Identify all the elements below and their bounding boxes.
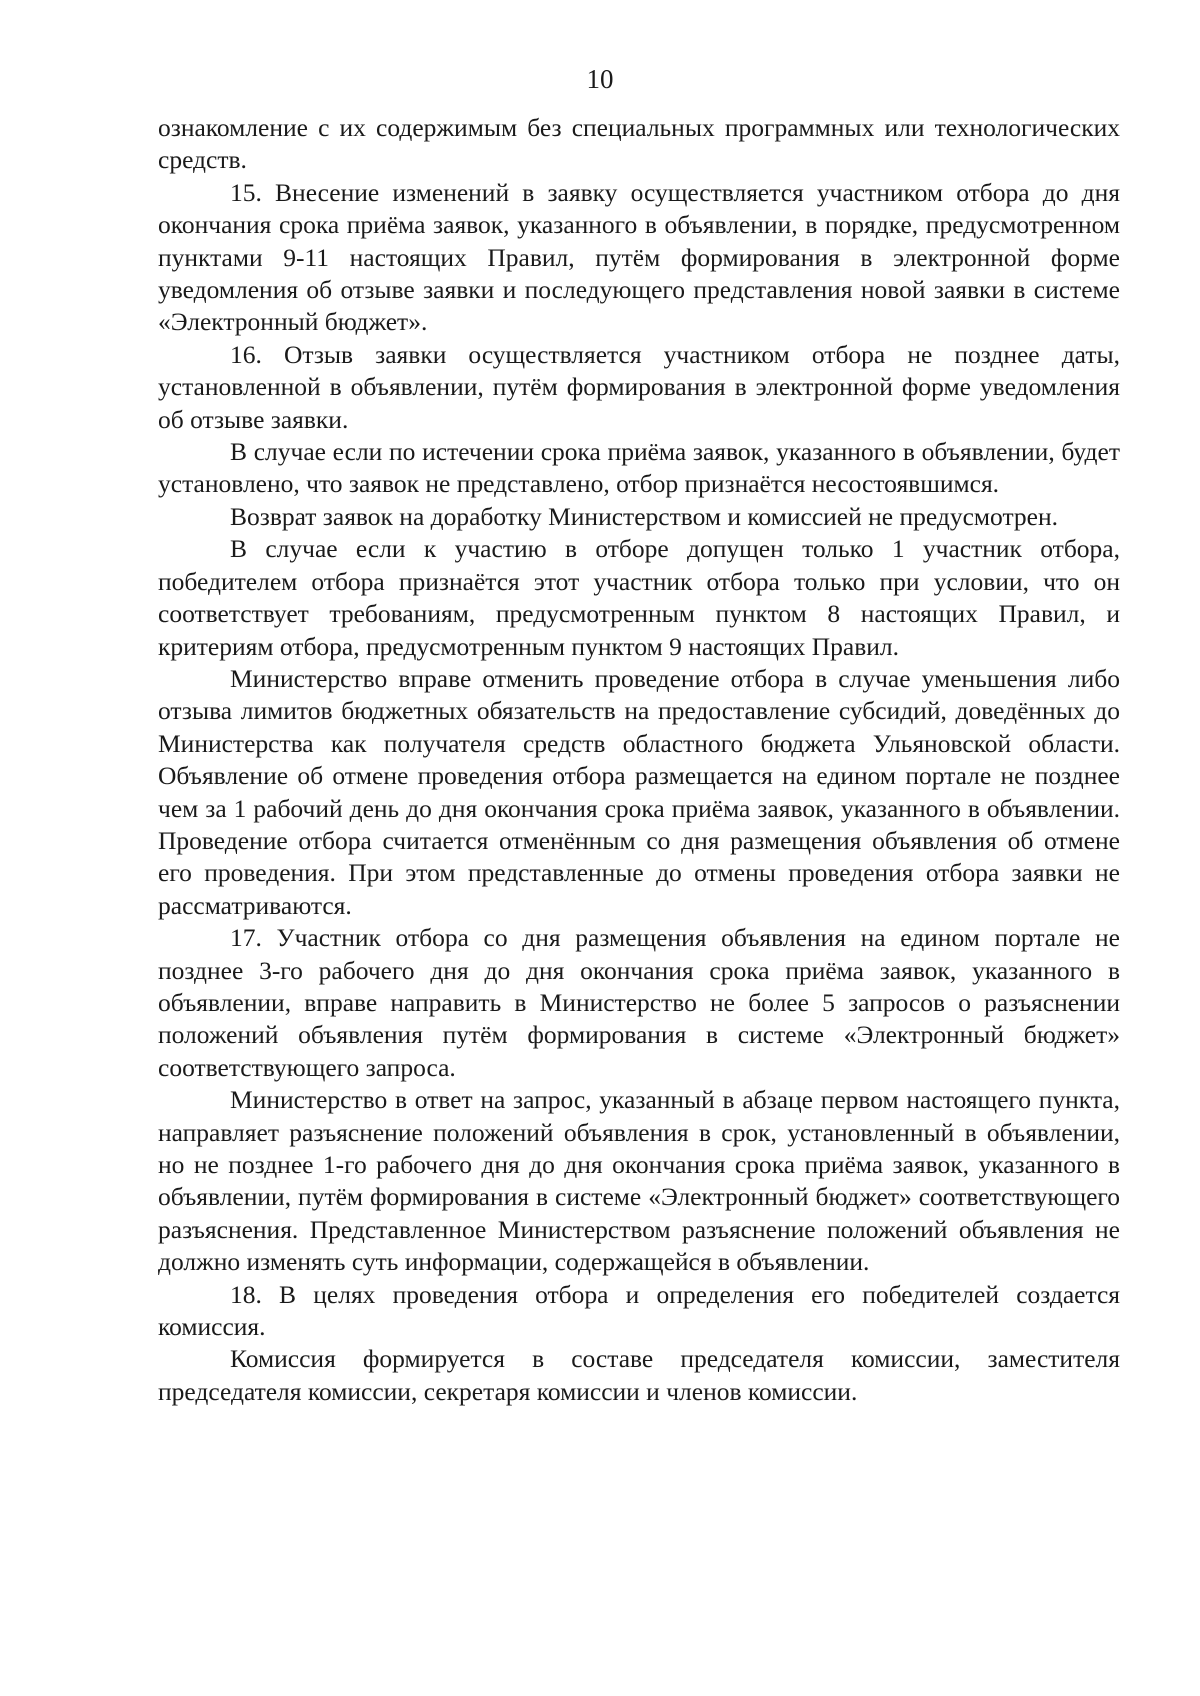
document-body bbox=[158, 112, 1120, 1408]
page-number: 10 bbox=[586, 64, 614, 94]
paragraph-clarification-response: Министерство в ответ на запрос, указанный в абзаце первом настоящего пункта, направляет разъяснение положений объявления в срок, установленный в объявлении, но не позднее 1-го рабочего дня до дня окончания срока приёма заявок, указанного в объявлении, путём формирования в системе «Электронный бюджет» соответствующего разъяснения. Представленное Министерством разъяснение положений объявления не должно изменять суть информации, содержащейся в объявлении. bbox=[158, 1085, 1120, 1277]
paragraph-item-15: 15. Внесение изменений в заявку осуществляется участником отбора до дня окончания срока приёма заявок, указанного в объявлении, в порядке, предусмотренном пунктами 9-11 настоящих Правил, путём формирования в электронной форме уведомления об отзыве заявки и последующего представления новой заявки в системе «Электронный бюджет». bbox=[158, 177, 1120, 337]
paragraph-item-18: 18. В целях проведения отбора и определения его победителей создается комиссия. bbox=[158, 1279, 1120, 1342]
paragraph-commission-composition: Комиссия формируется в составе председателя комиссии, заместителя председателя комиссии, секретаря комиссии и членов комиссии. bbox=[158, 1344, 1120, 1406]
paragraph-item-16: 16. Отзыв заявки осуществляется участником отбора не позднее даты, установленной в объявлении, путём формирования в электронной форме уведомления об отзыве заявки. bbox=[158, 339, 1120, 434]
paragraph-cancellation: Министерство вправе отменить проведение отбора в случае уменьшения либо отзыва лимитов бюджетных обязательств на предоставление субсидий, доведённых до Министерства как получателя средств областного бюджета Ульяновской области. Объявление об отмене проведения отбора размещается на едином портале не позднее чем за 1 рабочий день до дня окончания срока приёма заявок, указанного в объявлении. Проведение отбора считается отменённым со дня размещения объявления об отмене его проведения. При этом представленные до отмены проведения отбора заявки не рассматриваются. bbox=[158, 663, 1120, 920]
paragraph-no-applications: В случае если по истечении срока приёма заявок, указанного в объявлении, будет установлено, что заявок не представлено, отбор признаётся несостоявшимся. bbox=[158, 437, 1120, 499]
paragraph-continuation: ознакомление с их содержимым без специальных программных или технологических средств. bbox=[158, 113, 1120, 175]
paragraph-item-17: 17. Участник отбора со дня размещения объявления на едином портале не позднее 3-го рабочего дня до дня окончания срока приёма заявок, указанного в объявлении, вправе направить в Министерство не более 5 запросов о разъяснении положений объявления путём формирования в системе «Электронный бюджет» соответствующего запроса. bbox=[158, 923, 1120, 1082]
paragraph-single-participant: В случае если к участию в отборе допущен только 1 участник отбора, победителем отбора признаётся этот участник отбора только при условии, что он соответствует требованиям, предусмотренным пунктом 8 настоящих Правил, и критериям отбора, предусмотренным пунктом 9 настоящих Правил. bbox=[158, 534, 1120, 661]
paragraph-no-return: Возврат заявок на доработку Министерством и комиссией не предусмотрен. bbox=[230, 501, 1059, 531]
